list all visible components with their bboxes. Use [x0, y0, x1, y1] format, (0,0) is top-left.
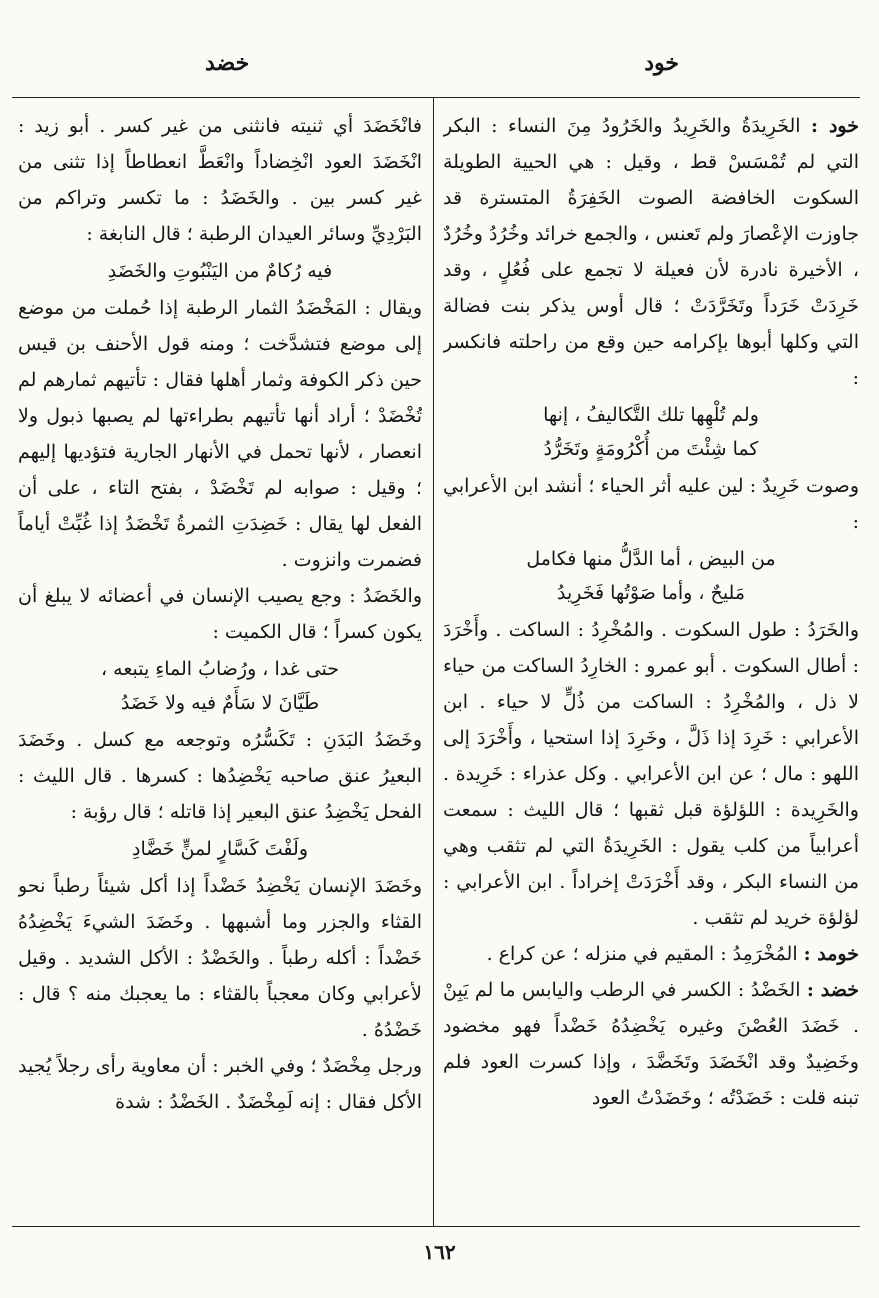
- top-rule: [12, 97, 860, 98]
- paragraph-text: ويقال : المَخْضَدُ الثمار الرطبة إذا حُملت من موضع إلى موضع فتشدَّخت ؛ ومنه قول الأحنف بن قيس حين ذكر الكوفة وثمار أهلها فقال : تأتيهم ثمارهم لم تُخْضَدْ ؛ أراد أنها تأتيهم بطراءتها لم يصبها ذبول ولا انعصار ، لأنها تحمل في الأنهار الجارية فتؤديها إليهم ؛ وقيل : صوابه لم تَخْضَدْ ، بفتح التاء ، على أن الفعل لها يقال : خَضِدَتِ الثمرةُ تَخْضَدُ إذا غُبِّتْ أياماً فضمرت وانزوت .: [18, 297, 422, 571]
- verse-line: حتى غدا ، ورُضابُ الماءِ يتبعه ،: [100, 658, 340, 680]
- text-paragraph: [18, 868, 422, 1048]
- text-paragraph: [443, 468, 859, 540]
- header-right-title: خود: [644, 50, 679, 76]
- bottom-rule: [12, 1226, 860, 1227]
- entry-headword: خومد :: [803, 943, 859, 965]
- text-paragraph: [18, 1048, 422, 1120]
- verse-line: ولم تُلْهِها تلك التَّكاليفُ ، إنها: [543, 404, 759, 426]
- verse-line: فيه رُكامٌ من اليَنْبُوتِ والخَضَدِ: [107, 260, 333, 282]
- text-paragraph: [18, 578, 422, 650]
- verse-line: كما شِئْتَ من أُكْرُومَةٍ وتَخَرُّدُ: [543, 438, 759, 460]
- entry-headword: خضد :: [806, 979, 859, 1001]
- text-paragraph: [18, 108, 422, 252]
- entry-paragraph: [443, 936, 859, 972]
- paragraph-text: وصوت خَرِيدٌ : لين عليه أثر الحياء ؛ أنشد ابن الأعرابي :: [443, 475, 859, 533]
- running-header: [0, 38, 879, 88]
- paragraph-text: ورجل مِخْضَدٌ ؛ وفي الخبر : أن معاوية رأى رجلاً يُجيد الأكل فقال : إنه لَمِخْضَدٌ . الخَضْدُ : شدة: [18, 1055, 422, 1113]
- paragraph-text: وخَضَدَ الإنسان يَخْضِدُ خَضْداً إذا أكل شيئاً رطباً نحو القثاء والجزر وما أشبهها . وخَضَدَ الشيءَ يَخْضِدُهُ خَضْداً : أكله رطباً . والخَضْدُ : الأكل الشديد . وقيل لأعرابي وكان معجباً بالقثاء : ما يعجبك منه ؟ قال : خَضْدُهُ .: [18, 875, 422, 1041]
- column-separator: [433, 97, 434, 1226]
- paragraph-text: والخَضَدُ : وجع يصيب الإنسان في أعضائه لا يبلغ أن يكون كسراً ؛ قال الكميت :: [18, 585, 422, 643]
- verse-line: مَليحٌ ، وأما صَوْتُها فَخَرِيدُ: [556, 582, 746, 604]
- text-paragraph: [18, 290, 422, 578]
- right-column: [443, 108, 859, 1220]
- text-paragraph: [18, 722, 422, 830]
- paragraph-text: فانْخَضَدَ أي ثنيته فانثنى من غير كسر . أبو زيد : انْخَضَدَ العود انْخِضاداً وانْعَطَّ انعطاطاً إذا تثنى من غير كسر بين . والخَضَدُ : ما تكسر وتراكم من البَرْدِيِّ وسائر العيدان الرطبة ؛ قال النابغة :: [18, 115, 422, 245]
- verse-line: ولَفْتَ كَسَّارٍ لمنٍّ خَضَّادِ: [131, 838, 309, 860]
- verse-quote: [18, 652, 422, 720]
- entry-headword: خود :: [810, 115, 859, 137]
- left-column: [18, 108, 422, 1220]
- entry-paragraph: [443, 108, 859, 396]
- verse-quote: [18, 254, 422, 288]
- verse-quote: [443, 398, 859, 466]
- paragraph-text: الخَرِيدَةُ والخَرِيدُ والخَرُودُ مِنَ النساء : البكر التي لم تُمْسَسْ قط ، وقيل : هي الحيية الطويلة السكوت الخافضة الصوت الخَفِرَةُ المتسترة قد جاوزت الإعْصارَ ولم تَعنس ، والجمع خرائد وخُرُدُ وخُرُدٌ ، الأخيرة نادرة لأن فعيلة لا تجمع على فُعُلٍ ، وقد خَرِدَتْ خَرَداً وتَخَرَّدَتْ ؛ قال أوس يذكر بنت فضالة التي وكلها أبوها بإكرامه حين وقع من راحلته فانكسر :: [443, 115, 859, 389]
- paragraph-text: المُخْرَمِدُ : المقيم في منزله ؛ عن كراع .: [486, 943, 798, 965]
- header-left-title: خضد: [205, 50, 250, 76]
- paragraph-text: الخَضْدُ : الكسر في الرطب واليابس ما لم يَبِنْ . خَضَدَ العُصْنَ وغيره يَخْضِدُهُ خَضْداً فهو مخضود وخَضِيدٌ وقد انْخَضَدَ وتَخَضَّدَ ، وإذا كسرت العود فلم تبنه قلت : خَضَدْتُه ؛ وخَضَدْتُ العود: [443, 979, 859, 1109]
- page-number: ١٦٢: [423, 1240, 456, 1264]
- text-paragraph: [443, 612, 859, 936]
- verse-quote: [443, 542, 859, 610]
- entry-paragraph: [443, 972, 859, 1116]
- verse-line: طَيَّانَ لا سَأَمٌ فيه ولا خَضَدُ: [120, 692, 320, 714]
- paragraph-text: والخَرَدُ : طول السكوت . والمُخْرِدُ : الساكت . وأَخْرَدَ : أطال السكوت . أبو عمرو : الخارِدُ الساكت من حياء لا ذل ، والمُخْرِدُ : الساكت من ذُلٍّ لا حياء . ابن الأعرابي : خَرِدَ إذا ذَلَّ ، وخَرِدَ إذا استحيا ، وأَخْرَدَ إلى اللهو : مال ؛ عن ابن الأعرابي . وكل عذراء : خَرِيدة . والخَرِيدة : اللؤلؤة قبل ثقبها ؛ قال الليث : سمعت أعرابياً من كلب يقول : الخَرِيدَةُ التي لم تثقب وهي من النساء البكر ، وقد أَخْرَدَتْ إخراداً . ابن الأعرابي : لؤلؤة خريد لم تثقب .: [443, 619, 859, 929]
- verse-line: من البيض ، أما الدَّلُّ منها فكامل: [526, 548, 776, 570]
- verse-quote: [18, 832, 422, 866]
- paragraph-text: وخَضَدُ البَدَنِ : تَكَسُّرُه وتوجعه مع كسل . وخَضَدَ البعيرُ عنق صاحبه يَخْضِدُها : كسرها . قال الليث : الفحل يَخْضِدُ عنق البعير إذا قاتله ؛ قال رؤبة :: [18, 729, 422, 823]
